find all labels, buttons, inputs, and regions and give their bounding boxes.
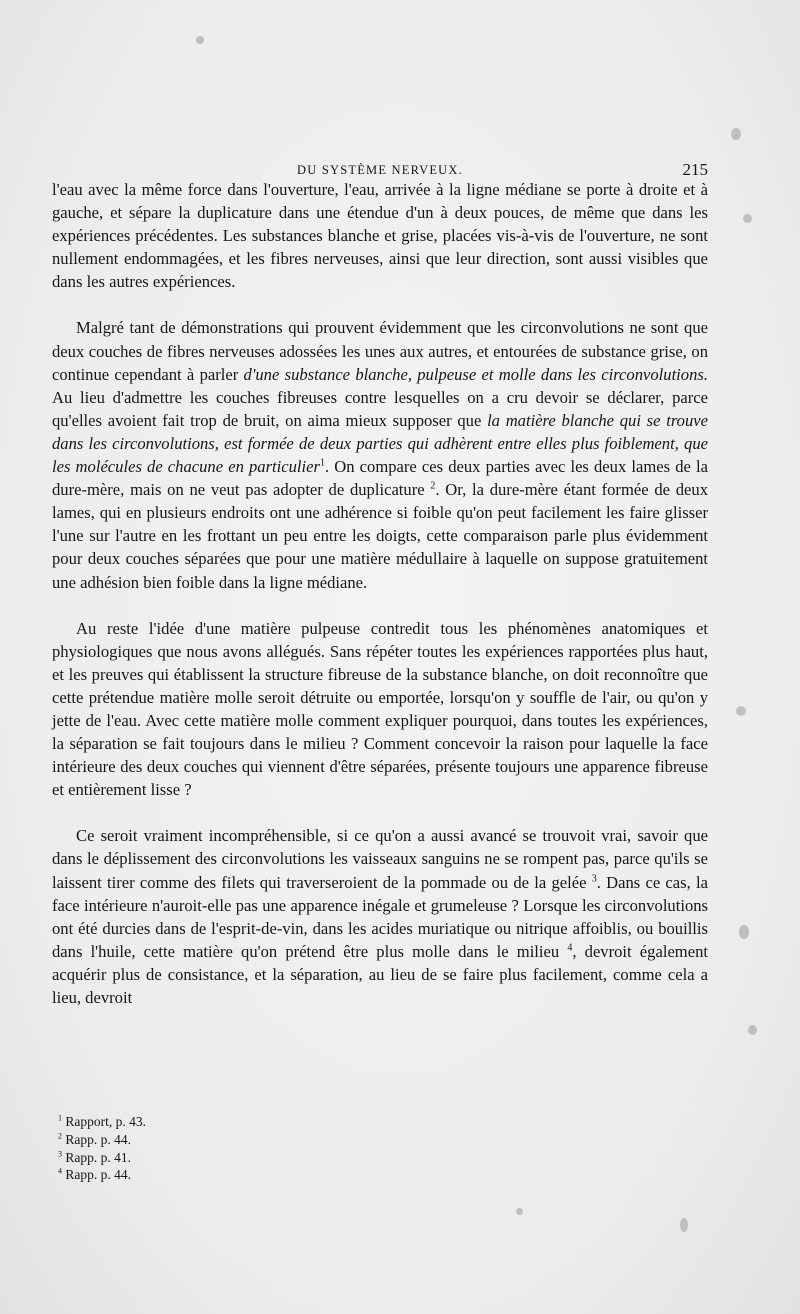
- footnote-text: Rapp. p. 41.: [65, 1149, 131, 1165]
- text-run: Ce seroit vraiment incompréhensible, si ce qu'on a aussi avancé se trouvoit vrai, savoir que dans le déplissement des circonvolutions les vaisseaux sanguins ne se rompent pas, parce qu'ils se laissent tirer comme des filets qui traverseroient de la pommade ou de la gelée: [52, 826, 708, 892]
- scan-speck: [731, 128, 741, 140]
- text-run: . Dans ce cas, la face intérieure n'auroit-elle pas une apparence inégale et grumeleuse ? Lorsque les circonvolutions ont été durcies dans de l'esprit-de-vin, dans les acides muriatique ou nitrique affoiblis, ou bouillis dans l'huile, cette matière qu'on prétend être plus molle dans le milieu: [52, 872, 708, 961]
- footnote: [52, 1113, 452, 1131]
- scan-speck: [680, 1218, 688, 1232]
- text-run: l'eau avec la même force dans l'ouverture, l'eau, arrivée à la ligne médiane se porte à droite et à gauche, et sépare la duplicature dans une étendue d'un à deux pouces, de même que dans les expériences précédentes. Les substances blanche et grise, placées vis-à-vis de l'ouverture, ne sont nullement endommagées, et les fibres nerveuses, ainsi que leur direction, sont aussi visibles que dans les autres expériences.: [52, 180, 708, 292]
- footnotes: [52, 1113, 452, 1184]
- body-text: [52, 178, 708, 1009]
- running-title: DU SYSTÈME NERVEUX.: [297, 163, 463, 177]
- footnote-mark: 3: [58, 1149, 62, 1159]
- footnote-reference: 4: [567, 942, 573, 954]
- scan-speck: [743, 214, 752, 223]
- footnote-mark: 4: [58, 1166, 62, 1176]
- scan-speck: [516, 1208, 523, 1215]
- scan-speck: [196, 36, 204, 44]
- text-run: , devroit également acquérir plus de consistance, et la séparation, au lieu de se faire plus facilement, comme cela a lieu, devroit: [52, 941, 708, 1007]
- text-run: . Or, la dure-mère étant formée de deux lames, qui en plusieurs endroits ont une adhérence si foible qu'on peut facilement les faire glisser l'une sur l'autre en les frottant un peu entre les doigts, cette comparaison parle plus évidemment pour deux couches séparées que pour une matière médullaire à laquelle on suppose gratuitement une adhésion bien foible dans la ligne médiane.: [52, 480, 708, 592]
- scan-speck: [739, 925, 749, 939]
- paragraph-vaisseaux: [52, 824, 708, 1009]
- italic-quotation: d'une substance blanche, pulpeuse et molle dans les circonvolutions.: [243, 364, 708, 384]
- footnote: [52, 1166, 452, 1184]
- paragraph-matiere-pulpeuse: [52, 617, 708, 802]
- footnote-mark: 1: [58, 1113, 62, 1123]
- footnote-mark: 2: [58, 1131, 62, 1141]
- paragraph-continuation: [52, 178, 708, 293]
- text-run: Malgré tant de démonstrations qui prouvent évidemment que les circonvolutions ne sont que deux couches de fibres nerveuses adossées les unes aux autres, et entourées de substance grise, on continue cependant à parler: [52, 318, 708, 384]
- text-run: . On compare ces deux parties avec les deux lames de la dure-mère, mais on ne veut pas adopter de duplicature: [52, 457, 708, 500]
- footnote-reference: 3: [591, 873, 597, 884]
- page-number: 215: [682, 160, 708, 179]
- footnote: [52, 1149, 452, 1167]
- scan-speck: [736, 706, 746, 716]
- footnote: [52, 1131, 452, 1149]
- text-run: Au lieu d'admettre les couches fibreuses contre lesquelles on a cru devoir se déclarer, parce qu'elles avoient fait trop de bruit, on aima mieux supposer que: [52, 387, 708, 430]
- footnote-text: Rapp. p. 44.: [65, 1167, 131, 1183]
- scan-speck: [748, 1025, 757, 1035]
- footnote-text: Rapport, p. 43.: [65, 1114, 146, 1129]
- footnote-reference: 2: [430, 480, 436, 492]
- text-run: Au reste l'idée d'une matière pulpeuse contredit tous les phénomènes anatomiques et physiologiques que nous avons allégués. Sans répéter toutes les expériences rapportées plus haut, et les preuves qui établissent la structure fibreuse de la substance blanche, on doit reconnoître que cette prétendue matière molle seroit détruite ou emportée, lorsqu'on y souffle de l'air, ou qu'on y jette de l'eau. Avec cette matière molle comment expliquer pourquoi, dans toutes les expériences, la séparation se fait toujours dans le milieu ? Comment concevoir la raison pour laquelle la face intérieure des deux couches qui viennent d'être séparées, présente toujours une apparence fibreuse et entièrement lisse ?: [52, 618, 708, 800]
- paragraph-circonvolutions: [52, 316, 708, 593]
- italic-quotation: la matière blanche qui se trouve dans les circonvolutions, est formée de deux parties qui adhèrent entre elles plus foiblement, que les molécules de chacune en particulier: [52, 410, 708, 477]
- footnote-text: Rapp. p. 44.: [65, 1131, 131, 1147]
- footnote-reference: 1: [319, 457, 325, 469]
